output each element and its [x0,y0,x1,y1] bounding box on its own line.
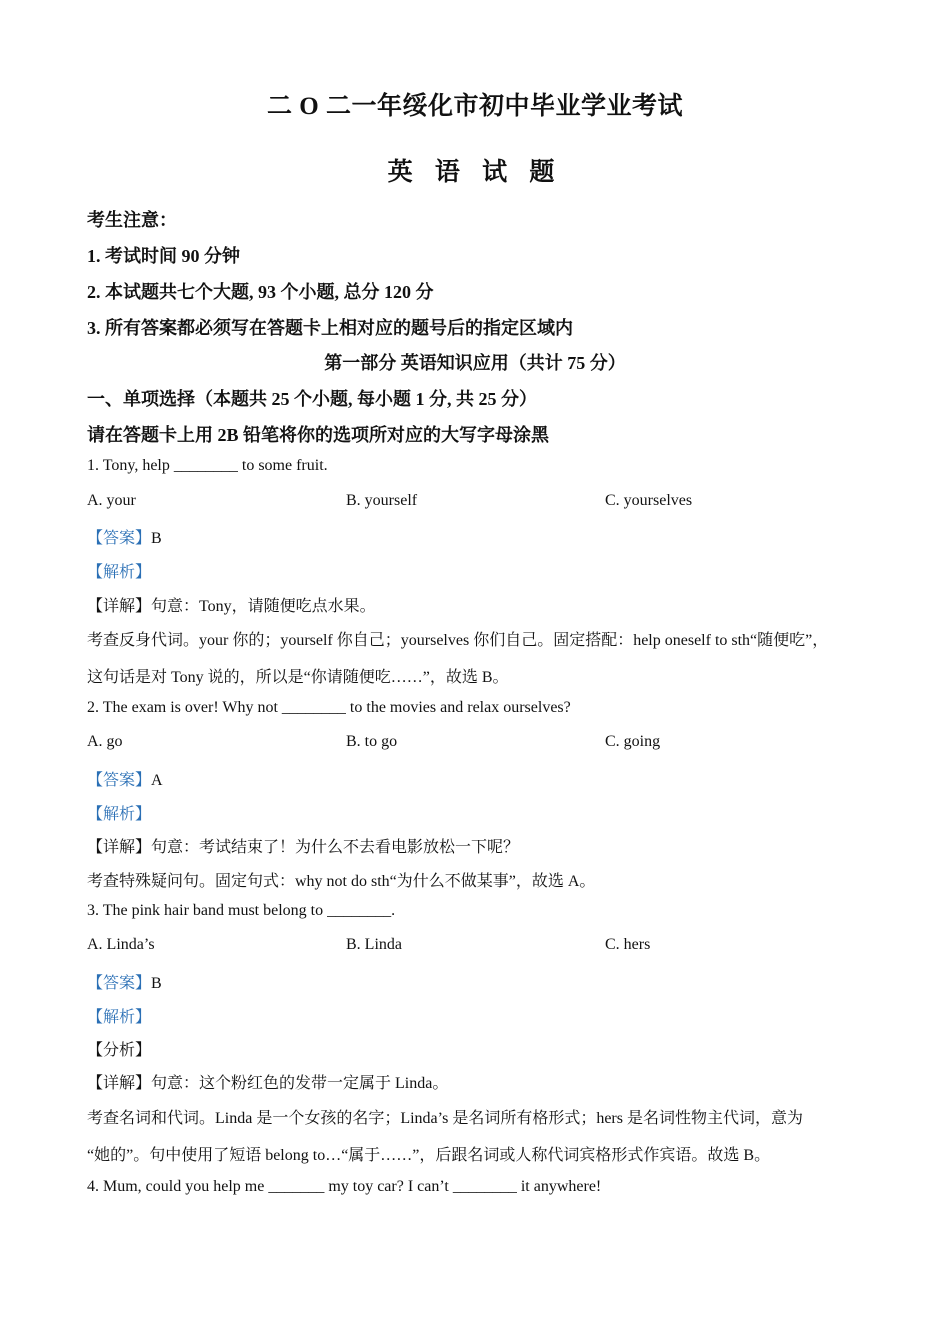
answer-label: 【答案】 [87,530,152,547]
question-3-fenxi-label: 【分析】 [87,1042,152,1059]
detail-text: 句意：Tony，请随便吃点水果。 [151,598,376,615]
answer-label: 【答案】 [87,975,152,992]
question-1-stem: 1. Tony, help ________ to some fruit. [87,457,328,474]
detail-label: 【详解】 [87,1075,152,1092]
note-item-2: 2. 本试题共七个大题, 93 个小题, 总分 120 分 [87,282,434,302]
detail-label: 【详解】 [87,839,152,856]
part1-title: 第一部分 英语知识应用（共计 75 分） [324,353,626,373]
question-3-detail [87,1070,448,1093]
answer-value: B [151,975,162,992]
question-3-explain-1: 考查名词和代词。Linda 是一个女孩的名字；Linda’s 是名词所有格形式；hers 是名词性物主代词，意为 [87,1110,803,1127]
question-3-stem: 3. The pink hair band must belong to ________. [87,902,396,919]
answer-value: B [151,530,162,547]
question-1-explain-1: 考查反身代词。your 你的；yourself 你自己；yourselves 你们自己。固定搭配：help oneself to sth“随便吃”， [87,632,829,649]
question-2-option-a: A. go [87,733,123,750]
exam-subtitle: 英 语 试 题 [387,159,563,186]
question-3-answer [87,970,162,993]
question-3-option-c: C. hers [605,936,651,953]
question-3-explain-2: “她的”。句中使用了短语 belong to…“属于……”，后跟名词或人称代词宾格形式作宾语。故选 B。 [87,1147,771,1164]
notes-heading: 考生注意： [87,210,177,230]
question-2-stem: 2. The exam is over! Why not ________ to the movies and relax ourselves? [87,699,571,716]
question-3-option-b: B. Linda [346,936,402,953]
question-1-option-c: C. yourselves [605,492,693,509]
question-1-option-a: A. your [87,492,136,509]
question-2-detail [87,834,519,857]
question-4-stem: 4. Mum, could you help me _______ my toy car? I can’t ________ it anywhere! [87,1178,602,1195]
question-2-analysis-label: 【解析】 [87,806,152,823]
detail-text: 句意：这个粉红色的发带一定属于 Linda。 [151,1075,449,1092]
note-item-3: 3. 所有答案都必须写在答题卡上相对应的题号后的指定区域内 [87,318,573,338]
section-instruction: 请在答题卡上用 2B 铅笔将你的选项所对应的大写字母涂黑 [87,425,550,445]
section-title: 一、单项选择（本题共 25 个小题, 每小题 1 分, 共 25 分） [87,389,537,409]
detail-label: 【详解】 [87,598,152,615]
detail-text: 句意：考试结束了！为什么不去看电影放松一下呢？ [151,839,520,856]
question-1-explain-2: 这句话是对 Tony 说的，所以是“你请随便吃……”，故选 B。 [87,669,509,686]
note-item-1: 1. 考试时间 90 分钟 [87,246,240,266]
question-1-answer [87,525,162,548]
answer-label: 【答案】 [87,772,152,789]
question-2-explain-1: 考查特殊疑问句。固定句式：why not do sth“为什么不做某事”，故选 A。 [87,873,596,890]
question-1-analysis-label: 【解析】 [87,564,152,581]
question-3-analysis-label: 【解析】 [87,1009,152,1026]
question-2-answer [87,767,163,790]
question-3-option-a: A. Linda’s [87,936,155,953]
question-2-option-c: C. going [605,733,661,750]
answer-value: A [151,772,163,789]
question-1-option-b: B. yourself [346,492,418,509]
exam-title: 二 O 二一年绥化市初中毕业学业考试 [267,93,683,120]
question-2-option-b: B. to go [346,733,398,750]
question-1-detail [87,593,376,616]
